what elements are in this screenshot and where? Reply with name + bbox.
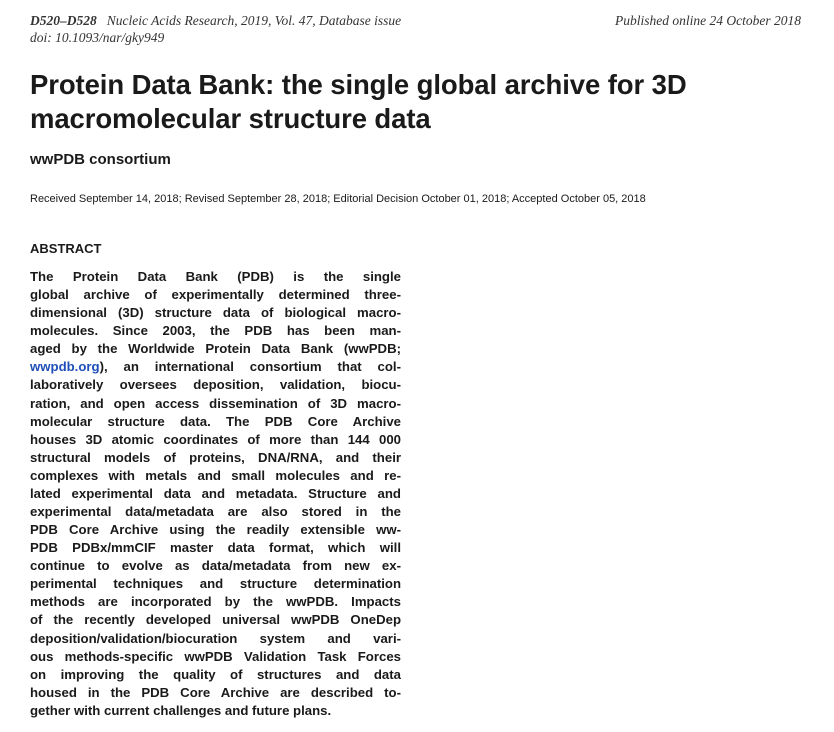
abstract-line: global archive of experimentally determined three- xyxy=(30,287,401,303)
abstract-line: perimental techniques and structure determination xyxy=(30,576,401,592)
abstract-line: molecular structure data. The PDB Core Archive xyxy=(30,413,401,429)
abstract-line: on improving the quality of structures and data xyxy=(30,666,401,682)
abstract-line: housed in the PDB Core Archive are described to- xyxy=(30,684,401,700)
abstract-line: dimensional (3D) structure data of biological macro- xyxy=(30,305,401,321)
doi: doi: 10.1093/nar/gky949 xyxy=(30,30,165,45)
abstract-line: laboratively oversees deposition, validation, biocu- xyxy=(30,377,401,393)
abstract-line: ous methods-specific wwPDB Validation Task Forces xyxy=(30,648,401,664)
abstract-line: of the recently developed universal wwPDB OneDep xyxy=(30,612,401,628)
abstract-line: aged by the Worldwide Protein Data Bank (wwPDB; xyxy=(30,341,401,357)
abstract-line: deposition/validation/biocuration system and vari- xyxy=(30,630,401,646)
abstract-line-text: ), an international consortium that col- xyxy=(99,359,401,375)
abstract-line: gether with current challenges and future plans. xyxy=(30,702,332,718)
submission-dates: Received September 14, 2018; Revised September 28, 2018; Editorial Decision October 01, 2018; Accepted October 05, 2018 xyxy=(30,193,646,205)
abstract-line: The Protein Data Bank (PDB) is the single xyxy=(30,269,401,284)
abstract-line-with-link xyxy=(30,358,401,376)
abstract-body xyxy=(30,268,401,720)
abstract-line: complexes with metals and small molecules and re- xyxy=(30,467,401,483)
publication-date: Published online 24 October 2018 xyxy=(615,13,801,28)
page-range: D520–D528 xyxy=(30,13,97,28)
abstract-line: PDB Core Archive using the readily extensible ww- xyxy=(30,522,401,538)
abstract-heading: ABSTRACT xyxy=(30,241,102,256)
abstract-line: houses 3D atomic coordinates of more than 144 000 xyxy=(30,431,401,447)
abstract-line: methods are incorporated by the wwPDB. Impacts xyxy=(30,594,401,610)
citation-header xyxy=(30,12,401,46)
abstract-line: molecules. Since 2003, the PDB has been man- xyxy=(30,323,401,339)
paper-title: Protein Data Bank: the single global archive for 3D macromolecular structure data xyxy=(30,69,687,134)
authors: wwPDB consortium xyxy=(30,151,171,168)
abstract-line: lated experimental data and metadata. Structure and xyxy=(30,485,401,501)
abstract-line: ration, and open access dissemination of 3D macro- xyxy=(30,395,401,411)
journal-name: Nucleic Acids Research, 2019, Vol. 47, Database issue xyxy=(106,13,402,28)
citation-line xyxy=(30,12,401,29)
abstract-line: structural models of proteins, DNA/RNA, and their xyxy=(30,449,401,465)
wwpdb-link[interactable]: wwpdb.org xyxy=(30,359,100,375)
abstract-line: experimental data/metadata are also stored in the xyxy=(30,504,401,520)
abstract-line: PDB PDBx/mmCIF master data format, which will xyxy=(30,540,401,556)
abstract-line: continue to evolve as data/metadata from new ex- xyxy=(30,558,401,574)
